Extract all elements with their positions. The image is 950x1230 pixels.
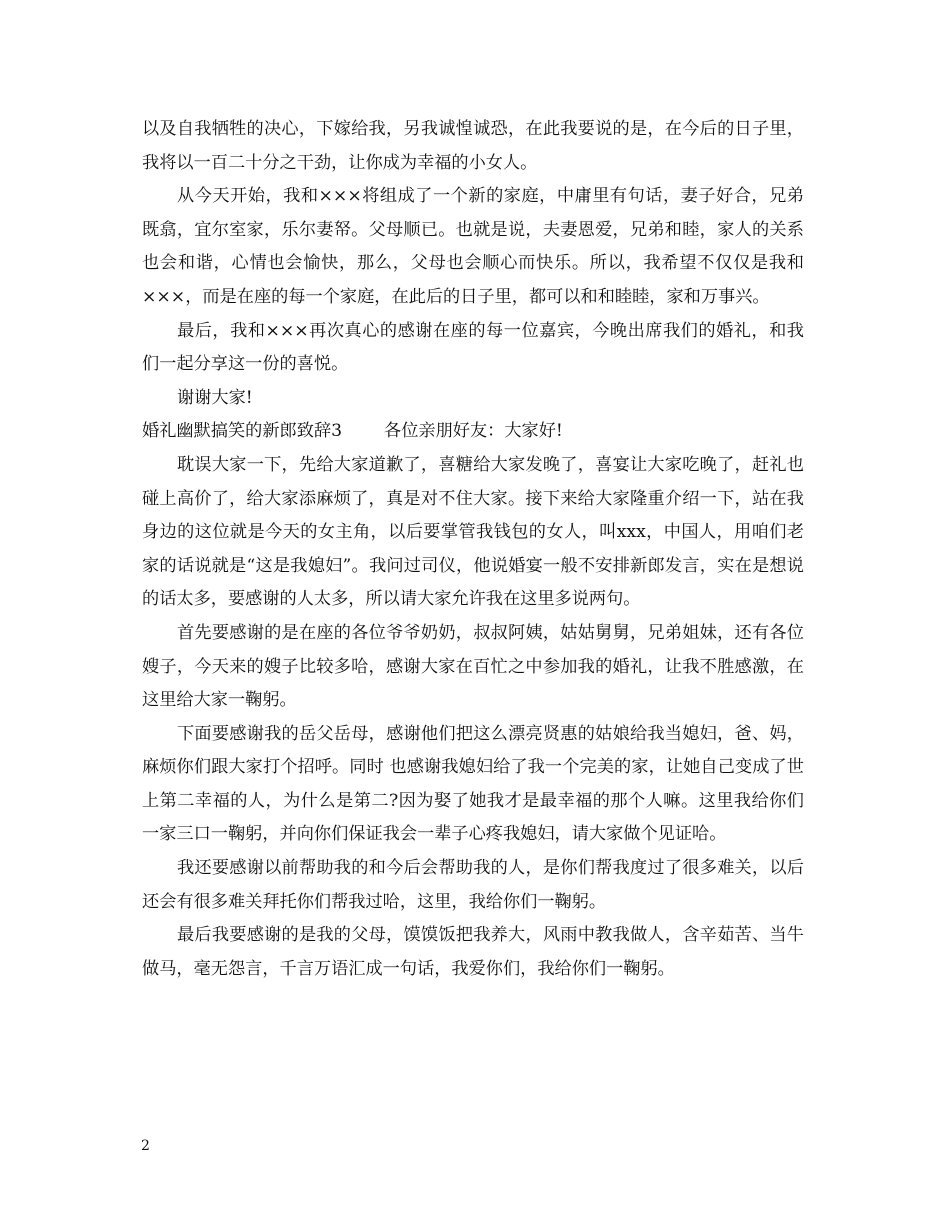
section-title: 婚礼幽默搞笑的新郎致辞3 (142, 421, 342, 442)
document-body (142, 113, 804, 986)
paragraph-thank-in-laws: 下面要感谢我的岳父岳母，感谢他们把这么漂亮贤惠的姑娘给我当媳妇，爸、妈，麻烦你们跟大家打个招呼。同时 也感谢我媳妇给了我一个完美的家，让她自己变成了世上第二幸福的人，为什么是第二?因为娶了她我才是最幸福的那个人嘛。这里我给你们一家三口一鞠躬，并向你们保证我会一辈子心疼我媳妇，请大家做个见证哈。 (142, 723, 804, 845)
paragraph-thank-parents: 最后我要感谢的是我的父母，馍馍饭把我养大，风雨中教我做人，含辛茹苦、当牛做马，毫无怨言，千言万语汇成一句话，我爱你们，我给你们一鞠躬。 (142, 925, 804, 979)
section-heading (142, 415, 804, 449)
page-number: 2 (141, 1138, 150, 1154)
paragraph-final-thanks: 最后，我和×××再次真心的感谢在座的每一位嘉宾，今晚出席我们的婚礼，和我们一起分享这一份的喜悦。 (142, 320, 804, 375)
paragraph-thank-helpers: 我还要感谢以前帮助我的和今后会帮助我的人，是你们帮我度过了很多难关，以后还会有很多难关拜托你们帮我过哈，这里，我给你们一鞠躬。 (142, 858, 804, 912)
section-greeting: 各位亲朋好友：大家好! (384, 421, 563, 442)
paragraph-thank-you: 谢谢大家! (177, 387, 253, 408)
paragraph-new-family: 从今天开始，我和×××将组成了一个新的家庭，中庸里有句话，妻子好合，兄弟既翕，宜尔室家，乐尔妻帑。父母顺已。也就是说，夫妻恩爱，兄弟和睦，家人的关系也会和谐，心情也会愉快，那么，父母也会顺心而快乐。所以，我希望不仅仅是我和×××，而是在座的每一个家庭，在此后的日子里，都可以和和睦睦，家和万事兴。 (142, 186, 804, 307)
paragraph-thank-guests: 首先要感谢的是在座的各位爷爷奶奶，叔叔阿姨，姑姑舅舅，兄弟姐妹，还有各位嫂子，今天来的嫂子比较多哈，感谢大家在百忙之中参加我的婚礼，让我不胜感激，在这里给大家一鞠躬。 (142, 622, 804, 711)
paragraph-continuation: 以及自我牺牲的决心，下嫁给我，另我诚惶诚恐，在此我要说的是，在今后的日子里，我将以一百二十分之干劲，让你成为幸福的小女人。 (142, 119, 804, 173)
paragraph-introduction: 耽误大家一下，先给大家道歉了，喜糖给大家发晚了，喜宴让大家吃晚了，赶礼也碰上高价了，给大家添麻烦了，真是对不住大家。接下来给大家隆重介绍一下，站在我身边的这位就是今天的女主角，以后要掌管我钱包的女人，叫xxx，中国人，用咱们老家的话说就是“这是我媳妇”。我问过司仪，他说婚宴一般不安排新郎发言，实在是想说的话太多，要感谢的人太多，所以请大家允许我在这里多说两句。 (142, 454, 804, 610)
